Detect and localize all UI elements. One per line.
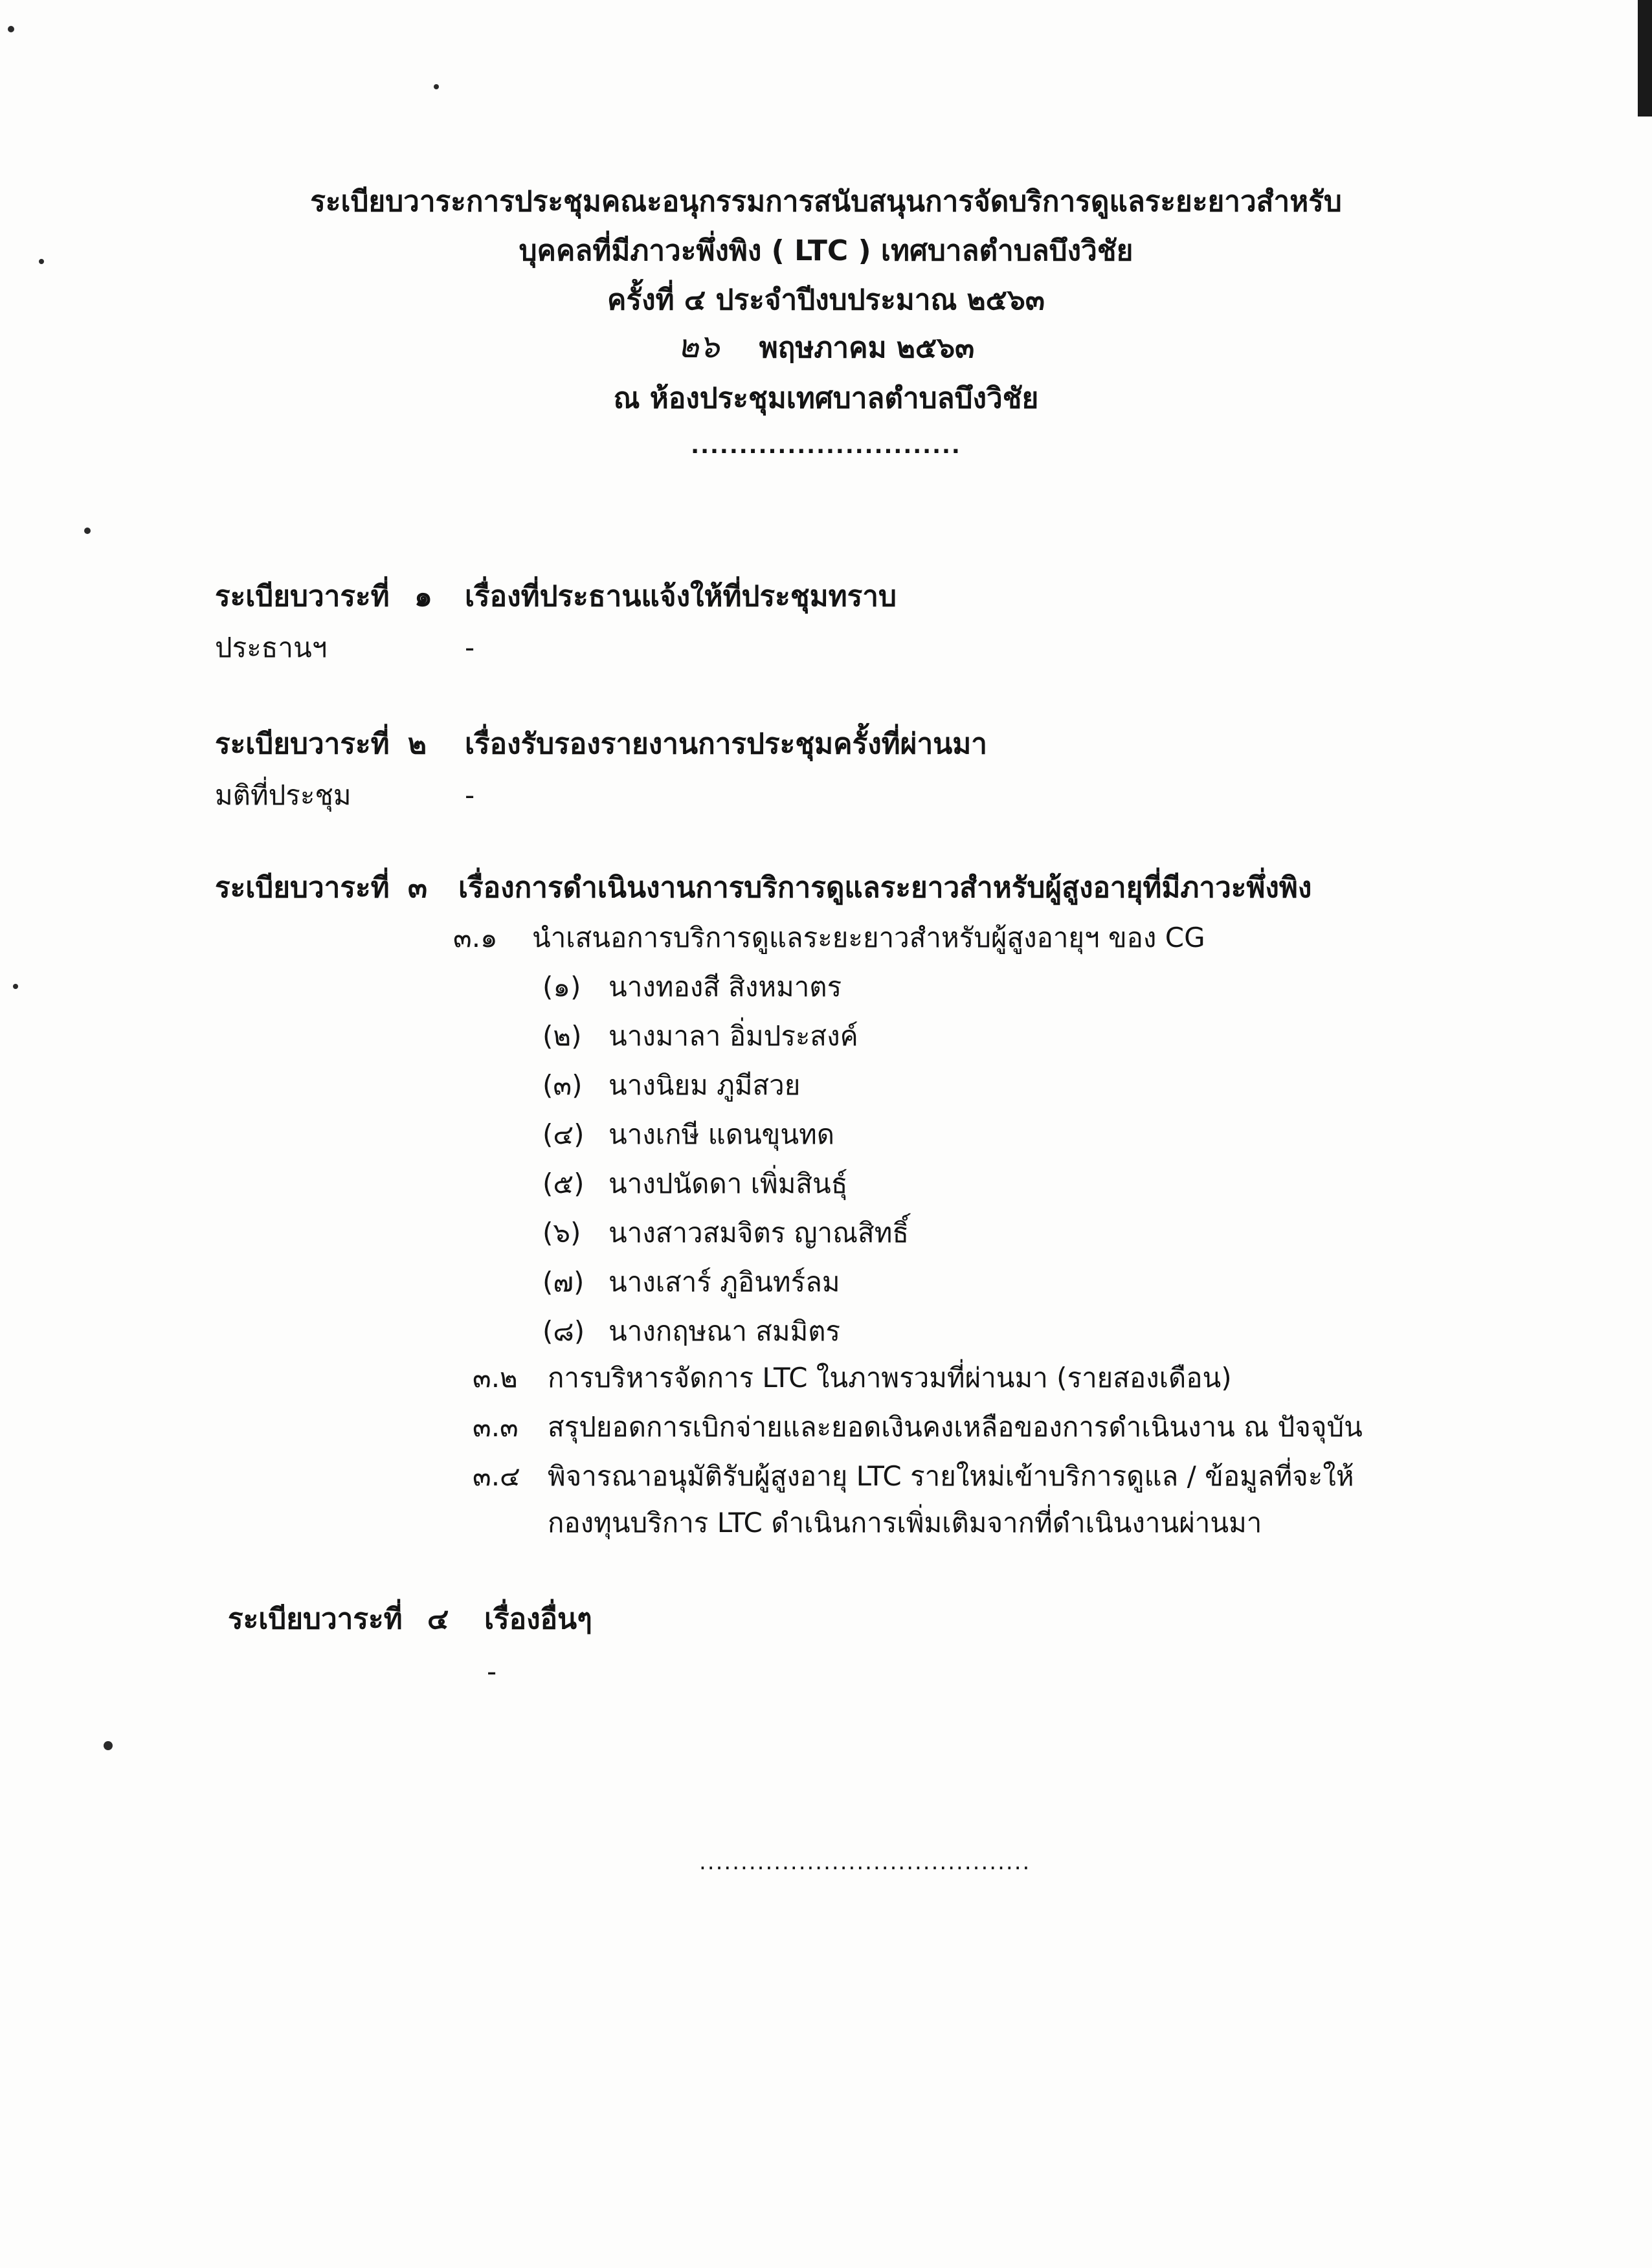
header-location-line: ณ ห้องประชุมเทศบาลตำบลบึงวิชัย [613, 382, 1039, 415]
agenda-1-sub-label: ประธานฯ [215, 632, 328, 663]
agenda-4-label: ระเบียบวาระที่ [228, 1603, 403, 1636]
person-name: นางสาวสมจิตร ญาณสิทธิ์ [608, 1217, 910, 1249]
agenda-2-label: ระเบียบวาระที่ [215, 728, 390, 761]
item-3-2-number: ๓.๒ [473, 1362, 518, 1394]
header-date-line [0, 328, 1652, 365]
agenda-4-title: เรื่องอื่นๆ [484, 1603, 592, 1636]
item-3-4-text-continued: กองทุนบริการ LTC ดำเนินการเพิ่มเติมจากที่ดำเนินงานผ่านมา [548, 1507, 1262, 1539]
header-title-line2: บุคคลที่มีภาวะพึ่งพิง ( LTC ) เทศบาลตำบลบึงวิชัย [519, 234, 1133, 267]
person-number: (๘) [542, 1315, 585, 1347]
agenda-1-label: ระเบียบวาระที่ [215, 580, 390, 613]
header-title-line1: ระเบียบวาระการประชุมคณะอนุกรรมการสนับสนุนการจัดบริการดูแลระยะยาวสำหรับ [310, 185, 1342, 218]
person-name: นางมาลา อิ่มประสงค์ [608, 1020, 858, 1052]
person-name: นางนิยม ภูมีสวย [608, 1069, 801, 1101]
person-number: (๑) [542, 971, 581, 1003]
person-number: (๔) [542, 1118, 585, 1150]
item-3-3-number: ๓.๓ [473, 1411, 519, 1443]
agenda-1-sub-value: - [465, 632, 475, 663]
person-name: นางปนัดดา เพิ่มสินธุ์ [608, 1168, 848, 1199]
person-number: (๓) [542, 1069, 583, 1101]
scan-speck [8, 26, 14, 32]
scan-speck [84, 528, 91, 534]
person-number: (๖) [542, 1217, 581, 1249]
agenda-4-number: ๔ [427, 1603, 449, 1636]
scan-speck [104, 1741, 113, 1750]
agenda-3-title: เรื่องการดำเนินงานการบริการดูแลระยาวสำหรับผู้สูงอายุที่มีภาวะพึ่งพิง [458, 871, 1312, 904]
item-3-4-number: ๓.๔ [473, 1460, 520, 1492]
footer-separator: ........................................ [699, 1849, 1031, 1875]
agenda-2-number: ๒ [408, 728, 427, 761]
person-number: (๗) [542, 1266, 585, 1298]
handwritten-day: ๒๖ [677, 328, 720, 365]
person-name: นางกฤษณา สมมิตร [608, 1315, 841, 1347]
header-separator: ............................ [691, 433, 961, 459]
scan-speck [434, 84, 439, 89]
agenda-3-number: ๓ [408, 871, 428, 904]
date-month-year: พฤษภาคม ๒๕๖๓ [759, 331, 975, 364]
agenda-2-sub-value: - [465, 779, 475, 811]
scan-speck [13, 984, 18, 989]
scan-edge [1638, 0, 1652, 117]
agenda-2-title: เรื่องรับรองรายงานการประชุมครั้งที่ผ่านมา [465, 728, 987, 761]
person-name: นางเกษี แดนขุนทด [608, 1118, 835, 1150]
item-3-4-text: พิจารณาอนุมัติรับผู้สูงอายุ LTC รายใหม่เข้าบริการดูแล / ข้อมูลที่จะให้ [548, 1460, 1354, 1492]
agenda-2-sub-label: มติที่ประชุม [215, 779, 352, 811]
person-number: (๕) [542, 1168, 585, 1199]
agenda-4-sub-value: - [487, 1656, 497, 1687]
item-3-1-number: ๓.๑ [453, 922, 498, 953]
person-name: นางทองสี สิงหมาตร [608, 971, 842, 1003]
person-name: นางเสาร์ ภูอินทร์ลม [608, 1266, 840, 1298]
item-3-2-text: การบริหารจัดการ LTC ในภาพรวมที่ผ่านมา (รายสองเดือน) [548, 1362, 1232, 1394]
person-number: (๒) [542, 1020, 582, 1052]
agenda-3-label: ระเบียบวาระที่ [215, 871, 390, 904]
agenda-1-title: เรื่องที่ประธานแจ้งให้ที่ประชุมทราบ [465, 580, 897, 613]
item-3-3-text: สรุปยอดการเบิกจ่ายและยอดเงินคงเหลือของการดำเนินงาน ณ ปัจจุบัน [548, 1411, 1363, 1443]
header-session-line: ครั้งที่ ๔ ประจำปีงบประมาณ ๒๕๖๓ [607, 284, 1045, 317]
item-3-1-text: นำเสนอการบริการดูแลระยะยาวสำหรับผู้สูงอายุฯ ของ CG [532, 922, 1205, 953]
agenda-1-number: ๑ [414, 580, 432, 613]
